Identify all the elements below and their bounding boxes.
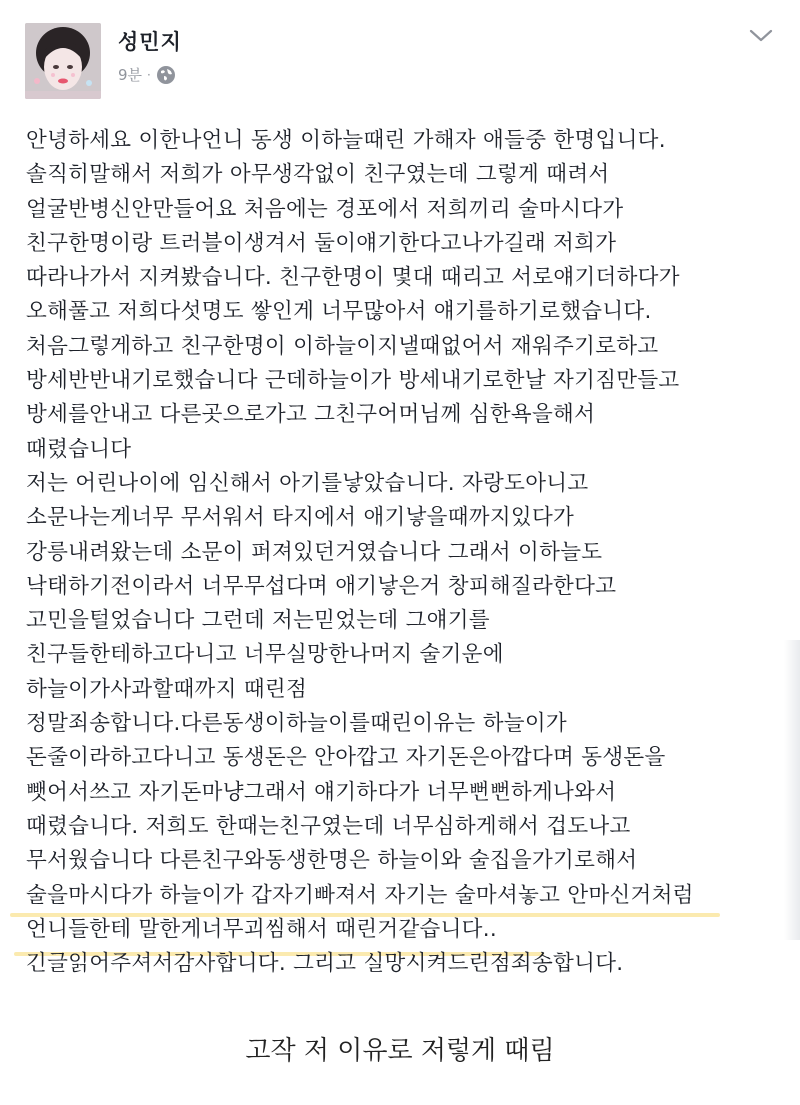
post-line: 무서웠습니다 다른친구와동생한명은 하늘이와 술집을가기로해서 bbox=[26, 848, 638, 874]
post-line: 친구들한테하고다니고 너무실망한나머지 술기운에 bbox=[26, 642, 504, 668]
post-line: 낙태하기전이라서 너무무섭다며 애기낳은거 창피해질라한다고 bbox=[26, 573, 617, 599]
post-line: 뺏어서쓰고 자기돈마냥그래서 얘기하다가 너무뻔뻔하게나와서 bbox=[26, 779, 617, 805]
avatar[interactable] bbox=[25, 23, 101, 99]
post-line: 안녕하세요 이한나언니 동생 이하늘때린 가해자 애들중 한명입니다. bbox=[26, 128, 666, 153]
post-line: 하늘이가사과할때까지 때린점 bbox=[26, 676, 308, 702]
post-line: 긴글읽어주셔서감사합니다. 그리고 실망시켜드린점죄송합니다. bbox=[26, 951, 624, 977]
post-line: 친구한명이랑 트러블이생겨서 둘이얘기한다고나가길래 저희가 bbox=[26, 230, 617, 256]
post-line: 처음그렇게하고 친구한명이 이하늘이지낼때없어서 재워주기로하고 bbox=[26, 333, 659, 359]
avatar-photo bbox=[25, 23, 101, 99]
post-line: 솔직히말해서 저희가 아무생각없이 친구였는데 그렇게 때려서 bbox=[26, 162, 610, 188]
post-time[interactable]: 9분 bbox=[118, 66, 143, 84]
chevron-down-icon[interactable] bbox=[748, 26, 774, 44]
post-meta bbox=[118, 64, 176, 85]
post-line: 저는 어린나이에 임신해서 아기를낳았습니다. 자랑도아니고 bbox=[26, 470, 589, 496]
post-line: 돈줄이라하고다니고 동생돈은 안아깝고 자기돈은아깝다며 동생돈을 bbox=[26, 745, 666, 771]
post-line: 정말죄송합니다.다른동생이하늘이를때린이유는 하늘이가 bbox=[26, 711, 567, 737]
meta-separator: · bbox=[147, 67, 151, 82]
author-name[interactable]: 성민지 bbox=[118, 30, 182, 54]
post-line: 강릉내려왔는데 소문이 퍼져있던거였습니다 그래서 이하늘도 bbox=[26, 539, 603, 565]
post-line: 고민을털었습니다 그런데 저는믿었는데 그얘기를 bbox=[26, 608, 490, 634]
scroll-edge bbox=[784, 640, 800, 940]
post-line: 때렸습니다 bbox=[26, 436, 132, 462]
post-line: 따라나가서 지켜봤습니다. 친구한명이 몇대 때리고 서로얘기더하다가 bbox=[26, 265, 680, 291]
post-line: 술을마시다가 하늘이가 갑자기빠져서 자기는 술마셔놓고 안마신거처럼 bbox=[26, 882, 694, 908]
post-line: 얼굴반병신안만들어요 처음에는 경포에서 저희끼리 술마시다가 bbox=[26, 196, 624, 222]
post-line: 방세를안내고 다른곳으로가고 그친구어머님께 심한욕을해서 bbox=[26, 402, 596, 428]
globe-icon[interactable] bbox=[156, 65, 176, 85]
post-line: 소문나는게너무 무서워서 타지에서 애기낳을때까지있다가 bbox=[26, 505, 575, 531]
post-line: 때렸습니다. 저희도 한때는친구였는데 너무심하게해서 겁도나고 bbox=[26, 813, 631, 839]
post-line: 오해풀고 저희다섯명도 쌓인게 너무많아서 얘기를하기로했습니다. bbox=[26, 299, 652, 325]
post-line: 방세반반내기로했습니다 근데하늘이가 방세내기로한날 자기짐만들고 bbox=[26, 368, 680, 394]
image-caption: 고작 저 이유로 저렇게 때림 bbox=[245, 1036, 555, 1066]
post-line: 언니들한테 말한게너무괴씸해서 때린거같습니다.. bbox=[26, 916, 497, 942]
post-body bbox=[26, 124, 786, 981]
